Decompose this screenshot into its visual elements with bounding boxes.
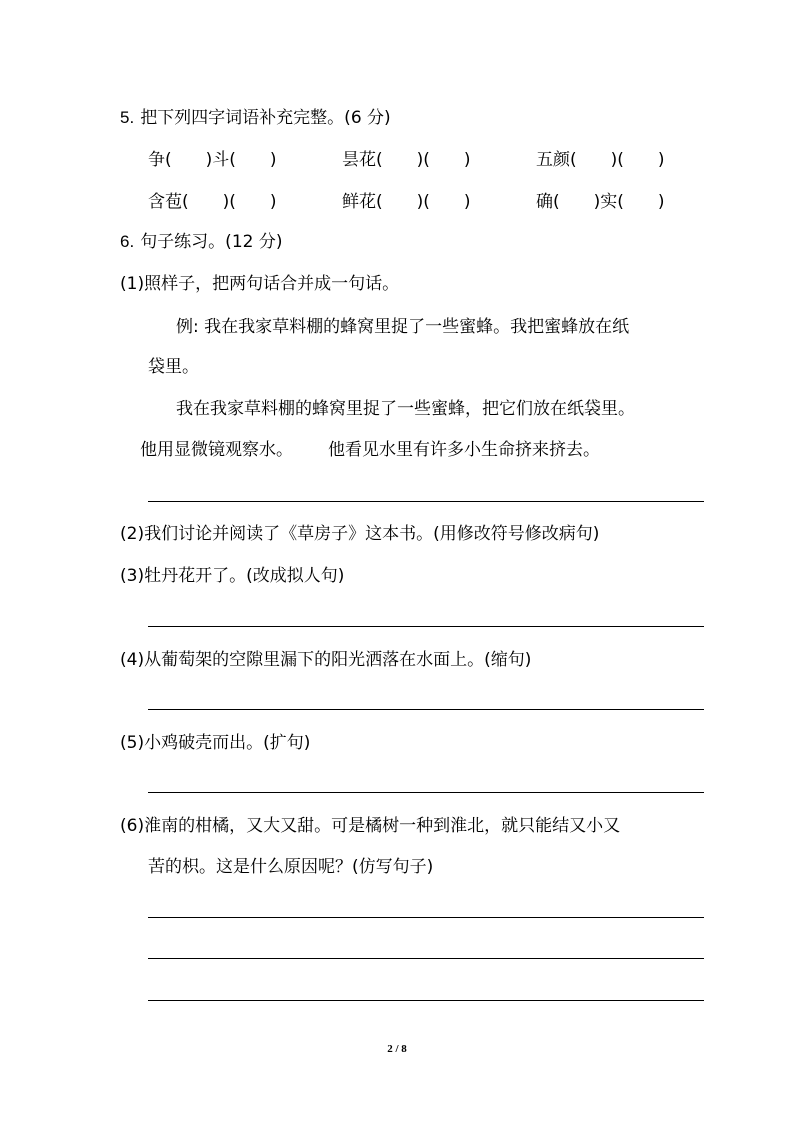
answer-line[interactable] bbox=[148, 917, 704, 918]
example-answer: 我在我家草料棚的蜂窝里捉了一些蜜蜂，把它们放在纸袋里。 bbox=[176, 399, 635, 419]
sub-question-1-prompt: (1)照样子，把两句话合并成一句话。 bbox=[120, 274, 400, 294]
task-sentence-a: 他用显微镜观察水。 bbox=[140, 440, 293, 460]
answer-line[interactable] bbox=[148, 958, 704, 959]
answer-line[interactable] bbox=[148, 1000, 704, 1001]
sub-question-6-line-2: 苦的枳。这是什么原因呢？(仿写句子) bbox=[148, 857, 434, 877]
task-sentence-b: 他看见水里有许多小生命挤来挤去。 bbox=[328, 440, 600, 460]
answer-line[interactable] bbox=[148, 626, 704, 627]
idiom-blank: 确( )实( ) bbox=[536, 192, 665, 212]
idiom-blank: 鲜花( )( ) bbox=[342, 192, 471, 212]
sub-question-4: (4)从葡萄架的空隙里漏下的阳光洒落在水面上。(缩句) bbox=[120, 650, 532, 670]
question-5-heading bbox=[120, 108, 391, 128]
question-title: 把下列四字词语补充完整。(6 分) bbox=[140, 108, 391, 128]
sub-question-6-line-1: (6)淮南的柑橘，又大又甜。可是橘树一种到淮北，就只能结又小又 bbox=[120, 816, 621, 836]
answer-line[interactable] bbox=[148, 709, 704, 710]
idiom-blank: 含苞( )( ) bbox=[148, 192, 277, 212]
question-title: 句子练习。(12 分) bbox=[140, 232, 283, 252]
page-number: 2 / 8 bbox=[387, 1043, 407, 1055]
sub-question-2: (2)我们讨论并阅读了《草房子》这本书。(用修改符号修改病句) bbox=[120, 524, 600, 544]
sub-question-3: (3)牡丹花开了。(改成拟人句) bbox=[120, 566, 345, 586]
sub-question-5: (5)小鸡破壳而出。(扩句) bbox=[120, 733, 311, 753]
idiom-blank: 争( )斗( ) bbox=[148, 150, 277, 170]
idiom-blank: 五颜( )( ) bbox=[536, 150, 665, 170]
question-number: 6. bbox=[120, 232, 135, 251]
example-line-1: 例: 我在我家草料棚的蜂窝里捉了一些蜜蜂。我把蜜蜂放在纸 bbox=[176, 317, 630, 337]
answer-line[interactable] bbox=[148, 501, 704, 502]
example-line-2: 袋里。 bbox=[148, 357, 199, 377]
question-6-heading bbox=[120, 232, 283, 252]
answer-line[interactable] bbox=[148, 792, 704, 793]
idiom-blank: 昙花( )( ) bbox=[342, 150, 471, 170]
question-number: 5. bbox=[120, 108, 135, 127]
